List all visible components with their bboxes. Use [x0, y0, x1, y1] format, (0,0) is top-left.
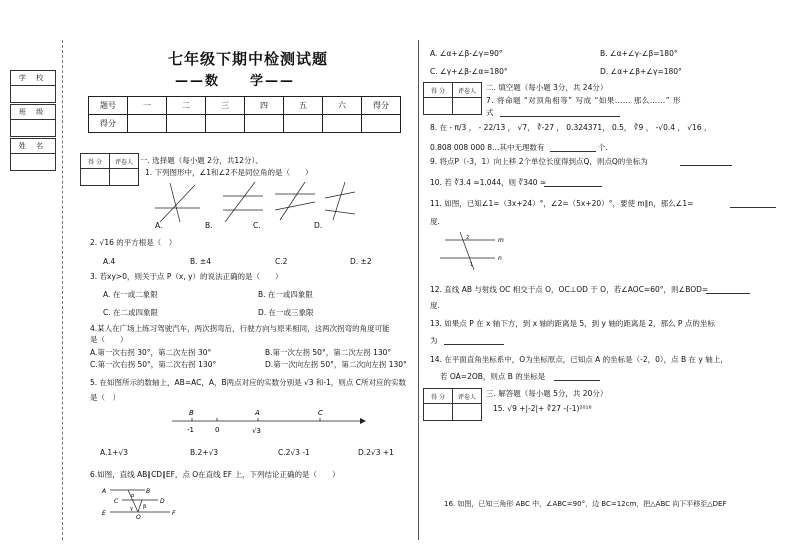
- q6-label-b: B: [146, 488, 151, 495]
- q1-option-a: A.: [155, 221, 163, 230]
- q4-option-c: C.第一次右拐 50°，第二次右拐 130°: [90, 360, 217, 369]
- q11-angle-2: 2: [466, 235, 470, 241]
- question-14-cont: 若 OA=2OB，则点 B 的坐标是: [440, 372, 546, 381]
- q4-option-d: D.第一次向左拐 50°，第二次向左拐 130°: [265, 360, 407, 369]
- q6-label-f: F: [172, 510, 176, 517]
- question-13: 13. 如果点 P 在 x 轴下方，到 x 轴的距离是 5，到 y 轴的距离是 2，那么 P 点的坐标: [430, 319, 715, 328]
- q6-figure: [100, 484, 190, 520]
- q1-option-b: B.: [205, 221, 213, 230]
- q3-option-c: C. 在二或四象限: [103, 308, 159, 317]
- column-divider: [418, 40, 419, 540]
- question-11-cont: 度.: [430, 217, 440, 226]
- point-a-label: A: [255, 409, 260, 417]
- part2-heading: 二. 填空题（每小题 3分，共 24分）: [486, 83, 608, 92]
- part3-heading: 三. 解答题（每小题 5分，共 20分）: [486, 389, 608, 398]
- class-label: 班 级: [11, 105, 55, 120]
- q1-figure-a: [155, 183, 200, 222]
- grader-table-3: [423, 388, 482, 421]
- grader-table-1: [80, 153, 139, 186]
- question-6: 6.如图，直线 AB∥CD∥EF，点 O在直线 EF 上，下列结论正确的是（ ）: [90, 470, 340, 479]
- grader-input[interactable]: [424, 98, 453, 115]
- q6-label-c: C: [114, 498, 119, 505]
- q3-option-b: B. 在一或四象限: [258, 290, 313, 299]
- score-table: [88, 96, 401, 133]
- q11-angle-1: 1: [470, 262, 474, 268]
- q13-answer-blank[interactable]: [444, 344, 504, 345]
- name-field[interactable]: [11, 154, 55, 170]
- question-16: 16. 如图，已知三角形 ABC 中，∠ABC=90°，边 BC=12cm，把△ABC 向下平移至△DEF: [444, 500, 727, 508]
- page-title: 七年级下期中检测试题: [168, 50, 329, 68]
- q5-option-c: C.2√3 -1: [278, 448, 310, 457]
- question-5: 5. 在如图所示的数轴上，AB=AC，A，B两点对应的实数分别是 √3 和-1，则点 C所对应的实数: [90, 378, 407, 387]
- q2-option-b: B. ±4: [190, 257, 211, 266]
- score-cell: 一: [128, 97, 167, 115]
- question-13-cont: 为: [430, 336, 438, 345]
- q1-figure-c: [275, 182, 315, 220]
- grader-input[interactable]: [424, 404, 453, 421]
- question-9: 9. 将点P（-3，1）向上移 2个单位长度得到点Q，则点Q的坐标为: [430, 157, 648, 166]
- q2-option-d: D. ±2: [350, 257, 372, 266]
- name-label: 姓 名: [11, 139, 55, 154]
- q11-figure: [440, 230, 510, 272]
- question-3: 3. 若xy>0，则关于点 P（x, y）的说法正确的是（ ）: [90, 272, 283, 281]
- q5-option-a: A.1+√3: [100, 448, 128, 457]
- q2-option-c: C.2: [275, 257, 288, 266]
- q5-option-d: D.2√3 +1: [358, 448, 394, 457]
- q11-answer-blank[interactable]: [730, 207, 776, 208]
- grader-input[interactable]: [453, 404, 482, 421]
- q1-option-c: C.: [253, 221, 261, 230]
- q11-line-m: m: [498, 237, 504, 244]
- point-b-label: B: [189, 409, 194, 417]
- score-table-header-row: [89, 97, 401, 115]
- grader-input[interactable]: [453, 98, 482, 115]
- score-cell: 三: [206, 97, 245, 115]
- question-8: 8. 在 - π/3 ， - 22/13 ， √7， ∛-27 ， 0.324371， 0.5， ∛9 ， -√0.4 ， √16 ，: [430, 123, 712, 132]
- q6-option-b: B. ∠α+∠γ-∠β=180°: [600, 49, 678, 58]
- grader-input[interactable]: [110, 169, 139, 186]
- q7-answer-blank[interactable]: [500, 116, 620, 117]
- class-field[interactable]: [11, 120, 55, 136]
- q12-answer-blank[interactable]: [706, 293, 750, 294]
- score-input[interactable]: [245, 115, 284, 133]
- grader-label: 得 分: [424, 83, 453, 98]
- school-label: 学 校: [11, 71, 55, 86]
- grader-label: 得 分: [424, 389, 453, 404]
- question-5-cont: 是（ ）: [90, 393, 120, 402]
- tick-sqrt3: √3: [252, 427, 261, 435]
- tick-0: 0: [215, 426, 220, 434]
- question-2: 2. √16 的平方根是（ ）: [90, 238, 177, 247]
- question-14: 14. 在平面直角坐标系中，O为坐标原点，已知点 A 的坐标是（-2，0），点 B 在 y 轴上，: [430, 355, 728, 364]
- part1-heading: 一. 选择题（每小题 2分，共12分）、: [140, 156, 263, 165]
- page-subtitle: ——数 学——: [175, 74, 296, 89]
- q6-label-o: O: [136, 514, 141, 520]
- grader-label: 评卷人: [453, 83, 482, 98]
- q6-option-c: C. ∠γ+∠β-∠α=180°: [430, 67, 508, 76]
- score-input[interactable]: [128, 115, 167, 133]
- score-cell: 五: [284, 97, 323, 115]
- score-cell: 得分: [362, 97, 401, 115]
- question-8-cont: 0.808 008 000 8…其中无理数有: [430, 143, 545, 152]
- question-11: 11. 如图，已知∠1=（3x+24）°，∠2=（5x+20）°，要使 m∥n，那么∠1=: [430, 199, 694, 208]
- question-7: 7. 将命题 “对顶角相等” 写成 “如果…… 那么……” 形: [486, 96, 682, 105]
- score-cell: 二: [167, 97, 206, 115]
- score-input[interactable]: [206, 115, 245, 133]
- q4-option-b: B.第一次左拐 50°，第二次左拐 130°: [265, 348, 392, 357]
- question-10: 10. 若 ∛3.4 ≈1.044，则 ∛340 ≈: [430, 178, 547, 187]
- binding-line: [62, 40, 63, 540]
- score-cell: 得分: [89, 115, 128, 133]
- number-line-figure: [170, 405, 370, 439]
- q6-option-a: A. ∠α+∠β-∠γ=90°: [430, 49, 503, 58]
- q6-gamma: γ: [130, 506, 133, 512]
- q6-label-e: E: [102, 510, 106, 517]
- q1-option-d: D.: [314, 221, 323, 230]
- question-1: 1. 下列图形中，∠1和∠2不是同位角的是（ ）: [145, 168, 313, 177]
- school-field[interactable]: [11, 86, 55, 102]
- q1-figure-d: [325, 182, 355, 220]
- q3-option-a: A. 在一或二象限: [103, 290, 158, 299]
- q8-answer-blank[interactable]: [550, 151, 596, 152]
- q3-option-d: D. 在一或三象限: [258, 308, 314, 317]
- grader-label: 评卷人: [110, 154, 139, 169]
- question-12: 12. 直线 AB 与射线 OC 相交于点 O，OC⊥OD 于 O，若∠AOC=60°，则∠BOD=: [430, 285, 709, 294]
- score-table-value-row: [89, 115, 401, 133]
- name-box: [10, 138, 56, 171]
- q10-answer-blank[interactable]: [544, 186, 602, 187]
- q6-option-d: D. ∠α+∠β+∠γ=180°: [600, 67, 682, 76]
- score-cell: 题号: [89, 97, 128, 115]
- score-cell: 四: [245, 97, 284, 115]
- score-input[interactable]: [167, 115, 206, 133]
- score-input[interactable]: [323, 115, 362, 133]
- score-input[interactable]: [362, 115, 401, 133]
- school-box: [10, 70, 56, 103]
- q6-beta: β: [143, 504, 147, 510]
- question-7-cont: 式: [486, 108, 494, 117]
- q4-option-a: A.第一次右拐 30°，第二次左拐 30°: [90, 348, 212, 357]
- q14-answer-blank[interactable]: [554, 380, 600, 381]
- question-8-end: 个.: [598, 143, 608, 152]
- class-box: [10, 104, 56, 137]
- q1-figure-b: [223, 182, 263, 222]
- question-12-cont: 度.: [430, 301, 440, 310]
- q11-line-n: n: [498, 255, 502, 262]
- q2-option-a: A.4: [103, 257, 116, 266]
- question-4-cont: 是（ ）: [90, 335, 128, 344]
- tick-neg1: -1: [187, 426, 194, 434]
- q9-answer-blank[interactable]: [680, 165, 732, 166]
- question-15: 15. √9 +|-2|+ ∛27 -(-1)²⁰¹⁶: [493, 404, 592, 413]
- grader-label: 评卷人: [453, 389, 482, 404]
- score-input[interactable]: [284, 115, 323, 133]
- grader-input[interactable]: [81, 169, 110, 186]
- score-cell: 六: [323, 97, 362, 115]
- q5-option-b: B.2+√3: [190, 448, 219, 457]
- grader-label: 得 分: [81, 154, 110, 169]
- q6-label-d: D: [160, 498, 165, 505]
- point-c-label: C: [318, 409, 323, 417]
- q6-alpha: α: [131, 493, 135, 499]
- grader-table-2: [423, 82, 482, 115]
- question-4: 4.某人在广场上练习驾驶汽车，两次拐弯后，行驶方向与原来相同，这两次拐弯的角度可能: [90, 324, 390, 333]
- q6-label-a: A: [102, 488, 107, 495]
